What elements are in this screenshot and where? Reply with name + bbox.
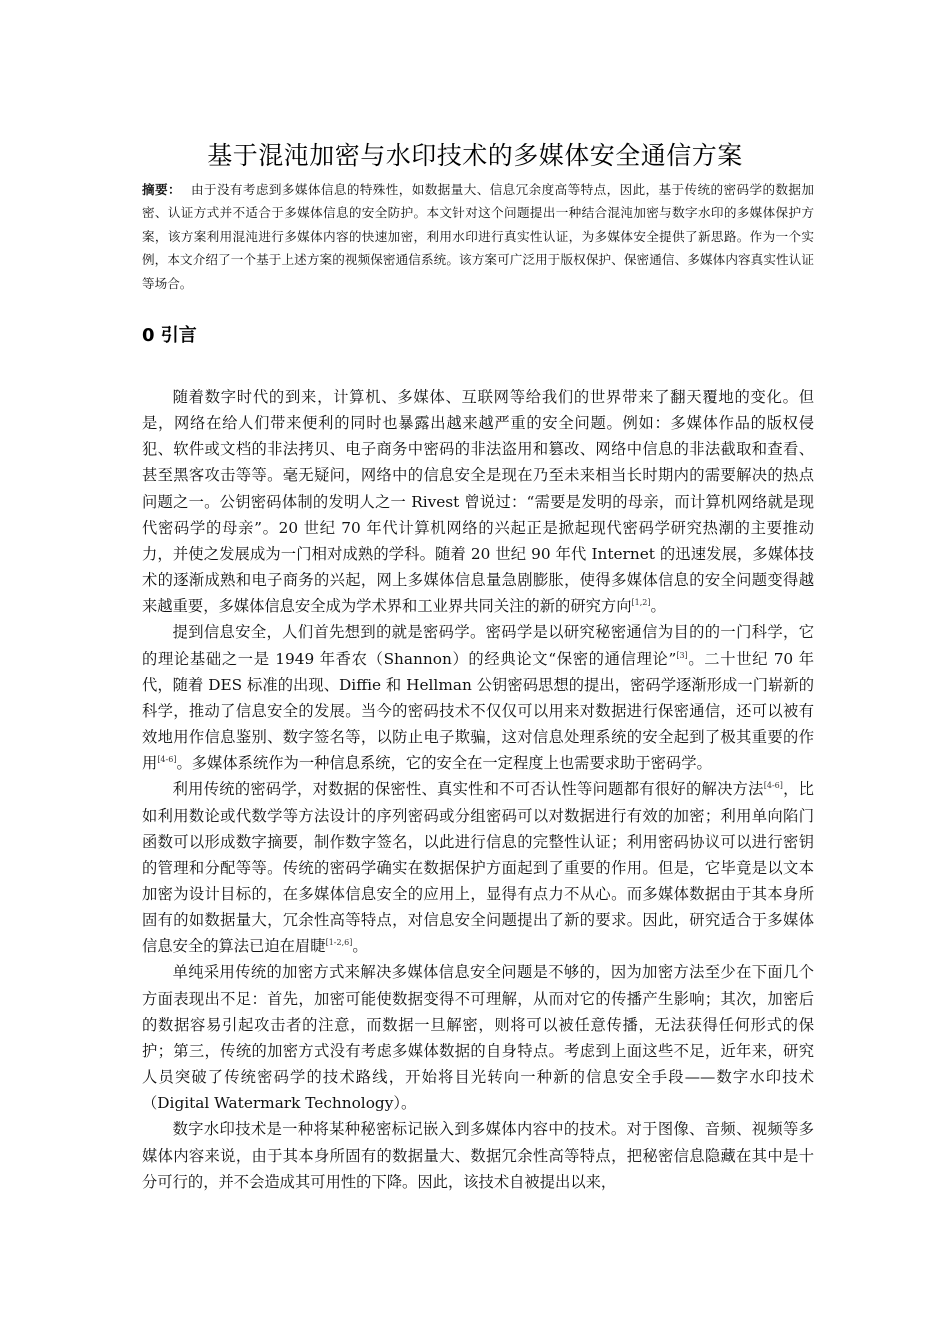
citation: [1,2] — [631, 598, 651, 608]
section-heading: 0 引言 — [142, 325, 197, 346]
body-text — [142, 384, 814, 1195]
paper-title: 基于混沌加密与水印技术的多媒体安全通信方案 — [207, 141, 743, 170]
paragraph-3-text-b: ，比如利用数论或代数学等方法设计的序列密码或分组密码可以对数据进行有效的加密；利用单向陷门函数可以形成数字摘要，制作数字签名，以此进行信息的完整性认证；利用密码协议可以进行密钥的管理和分配等等。传统的密码学确实在数据保护方面起到了重要的作用。但是，它毕竟是以文本加密为设计目标的，在多媒体信息安全的应用上，显得有点力不从心。而多媒体数据由于其本身所固有的如数据量大，冗余性高等特点，对信息安全问题提出了新的要求。因此，研究适合于多媒体信息安全的算法已迫在眉睫 — [142, 780, 814, 956]
abstract — [142, 178, 814, 295]
citation: [4-6] — [157, 755, 177, 765]
paragraph-3-text-a: 利用传统的密码学，对数据的保密性、真实性和不可否认性等问题都有很好的解决方法 — [172, 780, 764, 799]
paragraph-1-text: 随着数字时代的到来，计算机、多媒体、互联网等给我们的世界带来了翻天覆地的变化。但是，网络在给人们带来便利的同时也暴露出越来越严重的安全问题。例如：多媒体作品的版权侵犯、软件或文档的非法拷贝、电子商务中密码的非法盗用和篡改、网络中信息的非法截取和查看、甚至黑客攻击等等。毫无疑问，网络中的信息安全是现在乃至未来相当长时期内的需要解决的热点问题之一。公钥密码体制的发明人之一 Rivest 曾说过：“需要是发明的母亲，而计算机网络就是现代密码学的母亲”。20 世纪 70 年代计算机网络的兴起正是掀起现代密码学研究热潮的主要推动力，并使之发展成为一门相对成熟的学科。随着 20 世纪 90 年代 Internet 的迅速发展，多媒体技术的逐渐成熟和电子商务的兴起，网上多媒体信息量急剧膨胀，使得多媒体信息的安全问题变得越来越重要，多媒体信息安全成为学术界和工业界共同关注的新的研究方向 — [142, 388, 814, 616]
citation: [3] — [676, 650, 688, 660]
abstract-label: 摘要： — [142, 182, 181, 197]
paragraph-2-text-a: 提到信息安全，人们首先想到的就是密码学。密码学是以研究秘密通信为目的的一门科学，它的理论基础之一是 1949 年香农（Shannon）的经典论文“保密的通信理论” — [142, 623, 814, 668]
paragraph-1 — [142, 384, 814, 619]
paragraph-3-text-c: 。 — [352, 937, 368, 956]
paragraph-3 — [142, 776, 814, 959]
paragraph-2-text-c: 。多媒体系统作为一种信息系统，它的安全在一定程度上也需要求助于密码学。 — [176, 754, 712, 773]
paragraph-2-text-b: 。二十世纪 70 年代，随着 DES 标准的出现、Diffie 和 Hellman 公钥密码思想的提出，密码学逐渐形成一门崭新的科学，推动了信息安全的发展。当今的密码技术不仅仅可以用来对数据进行保密通信，还可以被有效地用作信息鉴别、数字签名等，以防止电子欺骗，这对信息处理系统的安全起到了极其重要的作用 — [142, 649, 814, 773]
citation: [1-2,6] — [325, 938, 353, 948]
paragraph-4: 单纯采用传统的加密方式来解决多媒体信息安全问题是不够的，因为加密方法至少在下面几个方面表现出不足：首先，加密可能使数据变得不可理解，从而对它的传播产生影响；其次，加密后的数据容易引起攻击者的注意，而数据一旦解密，则将可以被任意传播，无法获得任何形式的保护；第三，传统的加密方式没有考虑多媒体数据的自身特点。考虑到上面这些不足，近年来，研究人员突破了传统密码学的技术路线，开始将目光转向一种新的信息安全手段——数字水印技术（Digital Watermark Technology）。 — [142, 963, 814, 1113]
abstract-text: 由于没有考虑到多媒体信息的特殊性，如数据量大、信息冗余度高等特点，因此，基于传统的密码学的数据加密、认证方式并不适合于多媒体信息的安全防护。本文针对这个问题提出一种结合混沌加密与数字水印的多媒体保护方案，该方案利用混沌进行多媒体内容的快速加密，利用水印进行真实性认证，为多媒体安全提供了新思路。作为一个实例，本文介绍了一个基于上述方案的视频保密通信系统。该方案可广泛用于版权保护、保密通信、多媒体内容真实性认证等场合。 — [142, 182, 815, 291]
citation: [4-6] — [763, 781, 783, 791]
paragraph-1-end: 。 — [650, 597, 666, 616]
paragraph-5: 数字水印技术是一种将某种秘密标记嵌入到多媒体内容中的技术。对于图像、音频、视频等多媒体内容来说，由于其本身所固有的数据量大、数据冗余性高等特点，把秘密信息隐藏在其中是十分可行的，并不会造成其可用性的下降。因此，该技术自被提出以来， — [142, 1120, 814, 1191]
paragraph-2 — [142, 619, 814, 776]
